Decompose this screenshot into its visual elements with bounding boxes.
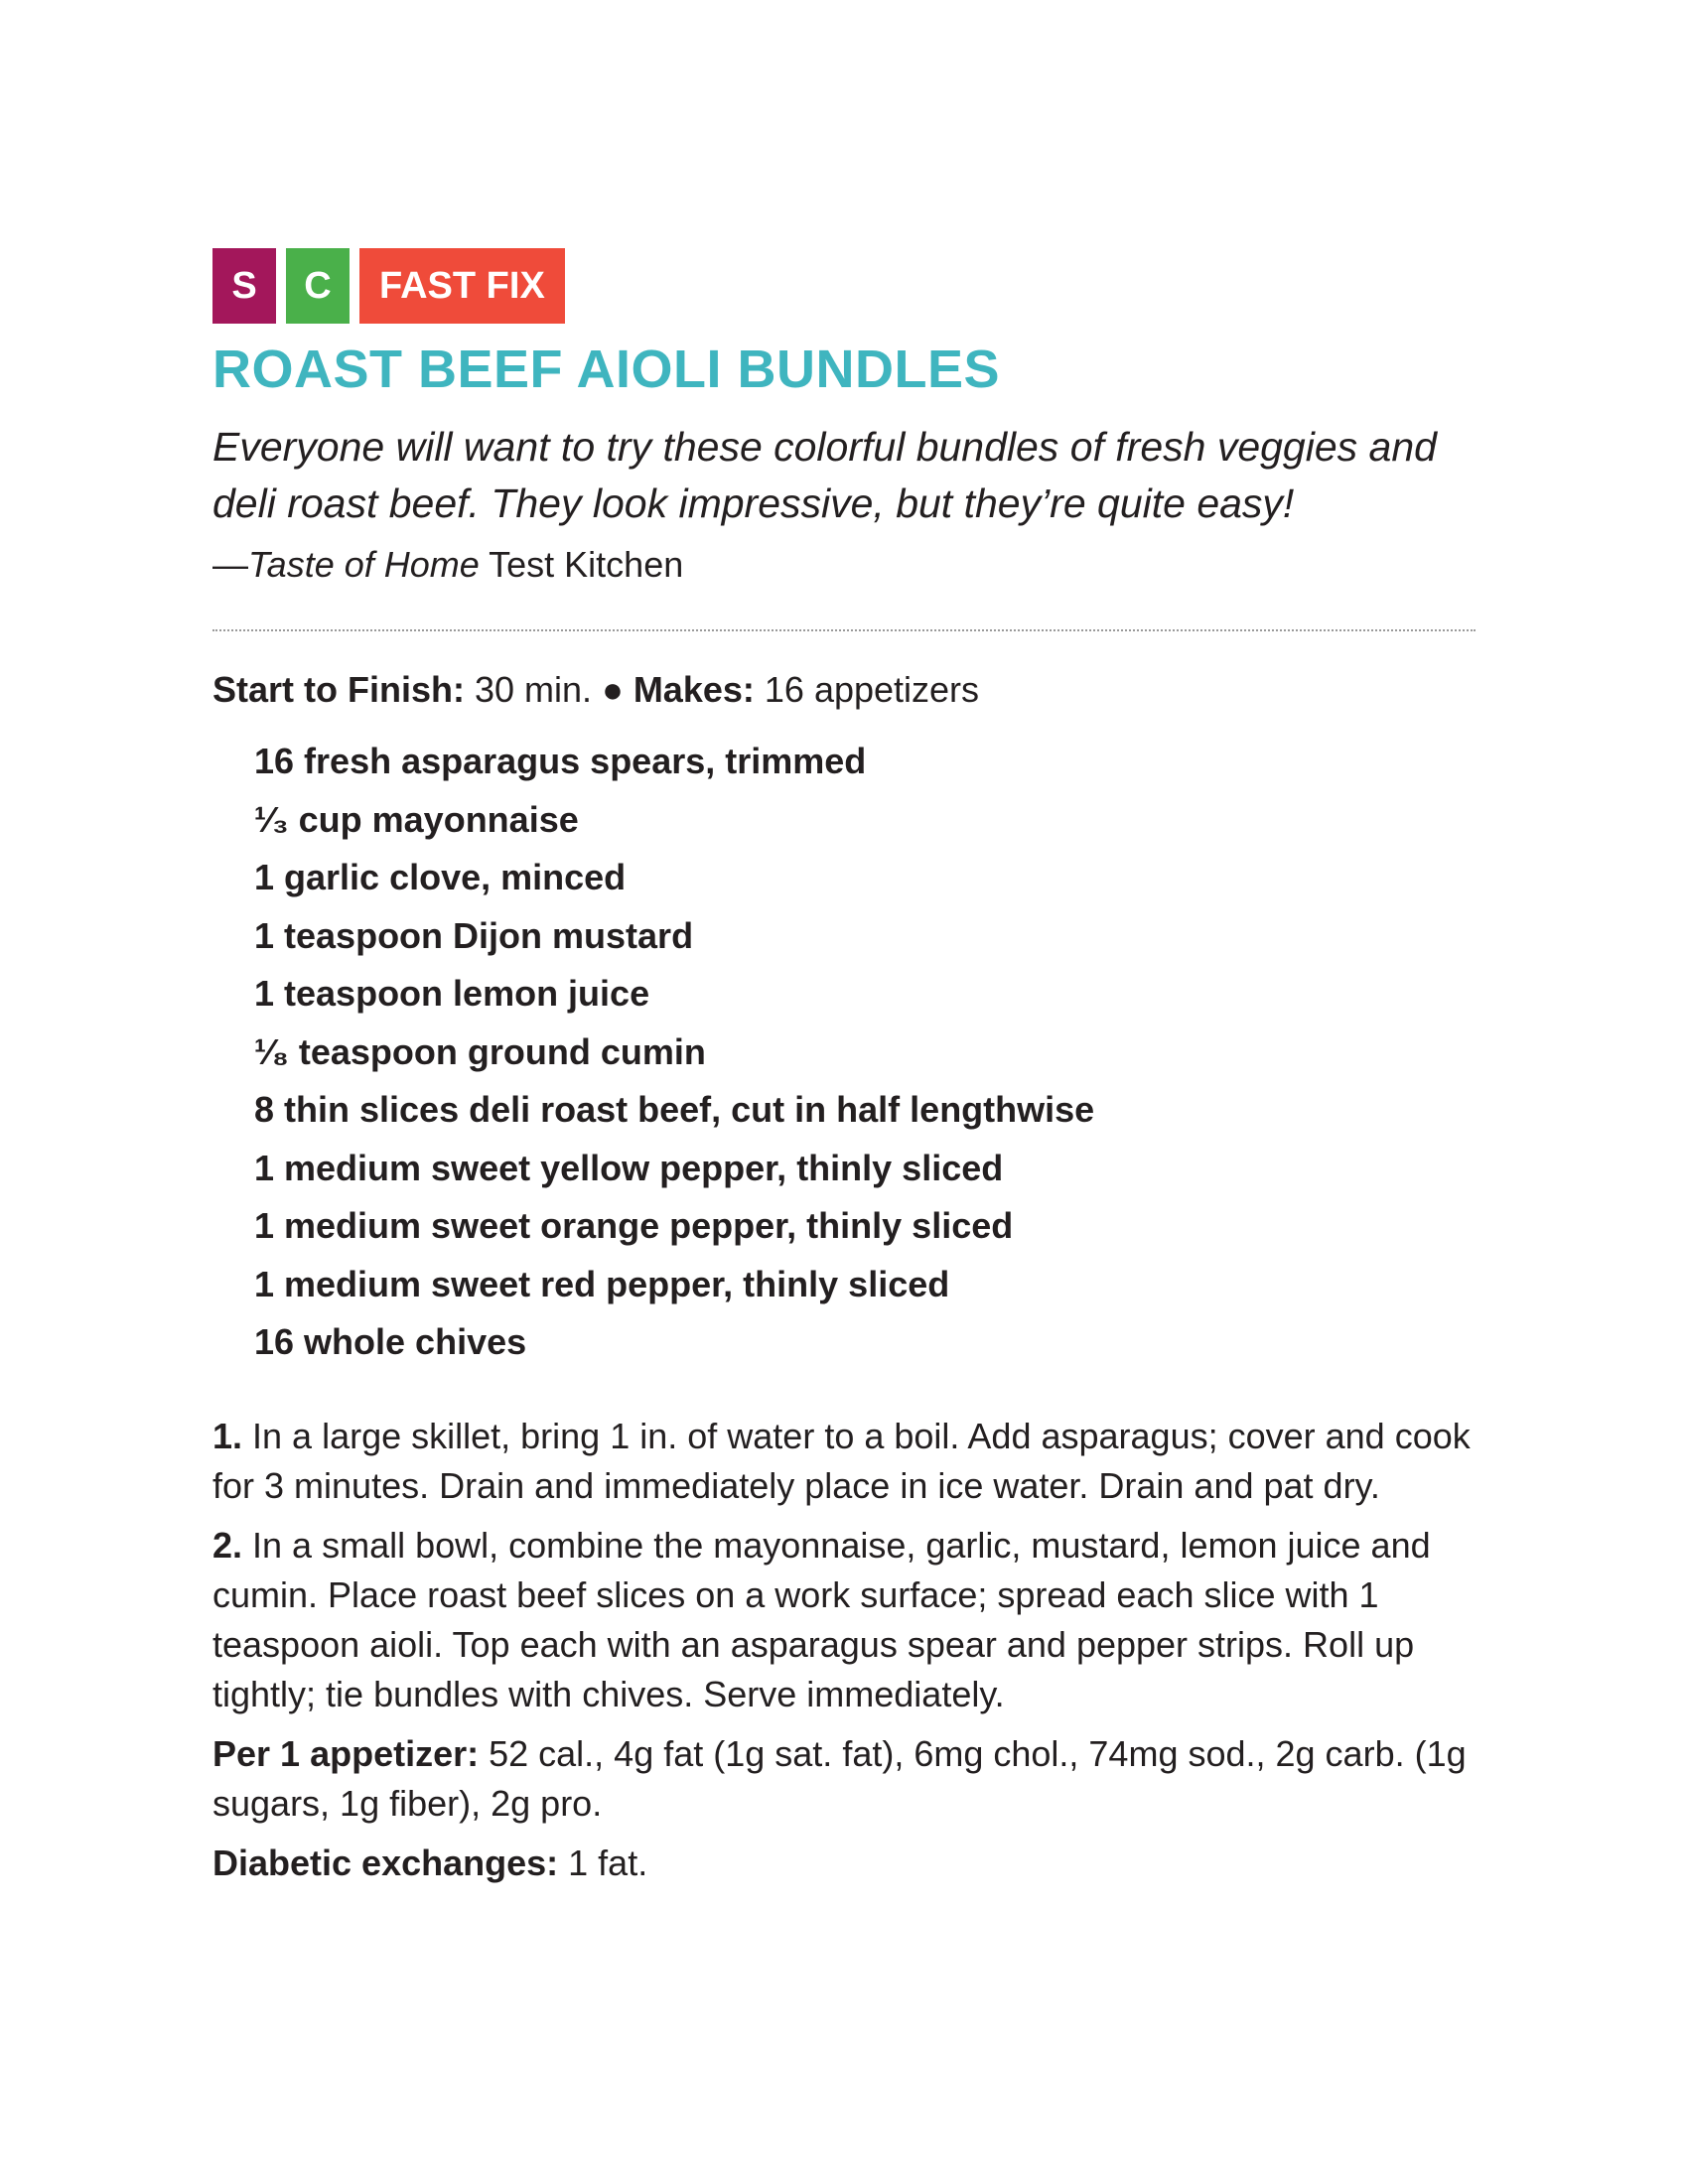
recipe-byline [212, 540, 1476, 590]
diabetic-text: 1 fat. [558, 1842, 648, 1883]
ingredient-list [212, 733, 1476, 1372]
recipe-page [212, 248, 1476, 1898]
ingredient-item: 1 medium sweet yellow pepper, thinly sliced [254, 1147, 1004, 1188]
ingredient-item: ¹⁄₃ cup mayonnaise [254, 798, 579, 840]
recipe-title: ROAST BEEF AIOLI BUNDLES [212, 340, 1001, 399]
direction-step-1 [212, 1412, 1476, 1511]
badge-c: C [286, 248, 350, 324]
ingredient-item: 16 whole chives [254, 1321, 527, 1362]
dotted-divider [212, 629, 1476, 631]
ingredient-item: 1 medium sweet orange pepper, thinly sliced [254, 1205, 1014, 1246]
recipe-meta [212, 665, 1476, 715]
byline-publication: Taste of Home [248, 544, 480, 585]
ingredient-item: 1 garlic clove, minced [254, 857, 627, 897]
step-number: 2. [212, 1524, 243, 1566]
ingredient-item: 16 fresh asparagus spears, trimmed [254, 741, 867, 781]
byline-source: Test Kitchen [479, 544, 684, 585]
makes-label: Makes: [623, 669, 755, 710]
recipe-intro: Everyone will want to try these colorful bundles of fresh veggies and deli roast beef. They look impressive, but they’re quite easy! [212, 424, 1437, 526]
meta-bullet: ● [602, 669, 624, 710]
diabetic-exchanges [212, 1839, 1476, 1888]
step-number: 1. [212, 1415, 243, 1456]
direction-step-2 [212, 1521, 1476, 1719]
diabetic-label: Diabetic exchanges: [212, 1842, 559, 1883]
step-text: In a large skillet, bring 1 in. of water to a boil. Add asparagus; cover and cook for 3 minutes. Drain and immediately place in ice water. Drain and pat dry. [212, 1415, 1471, 1506]
ingredient-item: 8 thin slices deli roast beef, cut in half lengthwise [254, 1089, 1095, 1130]
directions [212, 1412, 1476, 1888]
ingredient-item: 1 teaspoon lemon juice [254, 973, 650, 1014]
badge-fast-fix: FAST FIX [359, 248, 565, 324]
start-to-finish-label: Start to Finish: [212, 669, 465, 710]
ingredient-item: ¹⁄₈ teaspoon ground cumin [254, 1030, 706, 1072]
byline-dash: — [212, 544, 248, 585]
makes-value: 16 appetizers [754, 669, 980, 710]
nutrition-label: Per 1 appetizer: [212, 1732, 480, 1774]
ingredient-item: 1 medium sweet red pepper, thinly sliced [254, 1263, 950, 1304]
nutrition-facts [212, 1729, 1476, 1829]
start-to-finish-value: 30 min. [465, 669, 603, 710]
recipe-badges [212, 248, 1476, 324]
nutrition-text: 52 cal., 4g fat (1g sat. fat), 6mg chol., 74mg sod., 2g carb. (1g sugars, 1g fiber), 2g pro. [212, 1732, 1467, 1824]
ingredient-item: 1 teaspoon Dijon mustard [254, 914, 694, 956]
step-text: In a small bowl, combine the mayonnaise, garlic, mustard, lemon juice and cumin. Place roast beef slices on a work surface; spread each slice with 1 teaspoon aioli. Top each with an asparagus spear and pepper strips. Roll up tightly; tie bundles with chives. Serve immediately. [212, 1524, 1431, 1714]
badge-s: S [212, 248, 276, 324]
